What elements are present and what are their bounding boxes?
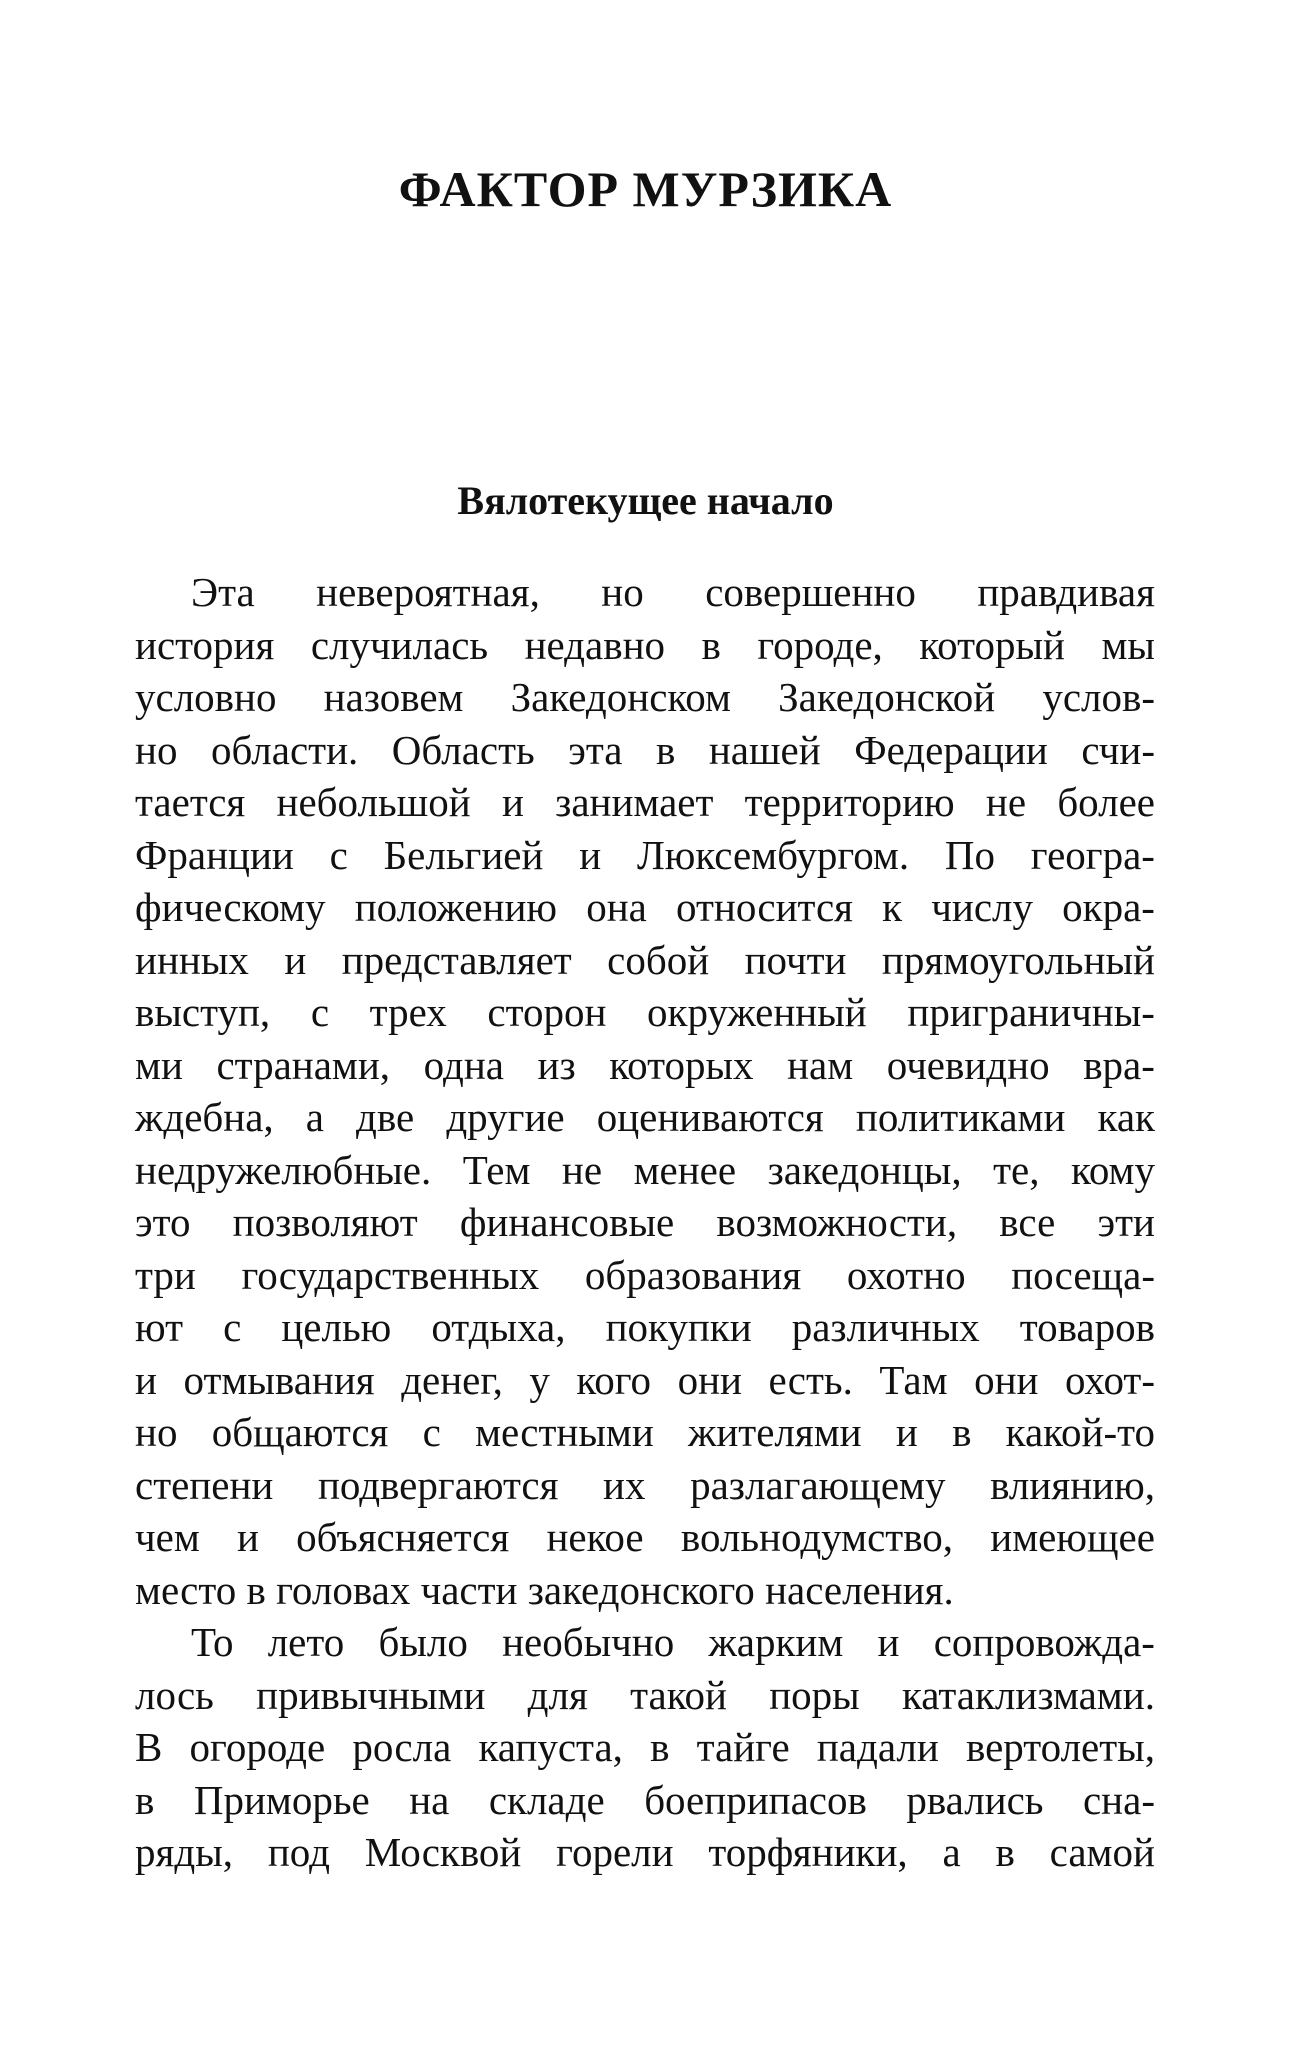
text-line: и отмывания денег, у кого они есть. Там они охот- xyxy=(135,1356,1155,1403)
text-line: тается небольшой и занимает территорию не более xyxy=(135,779,1155,825)
body-text xyxy=(135,566,1155,1879)
text-line: Франции с Бельгией и Люксембургом. По геогра- xyxy=(135,831,1155,878)
chapter-title: Вялотекущее начало xyxy=(457,478,834,523)
text-line: в Приморье на складе боеприпасов рвались сна- xyxy=(135,1776,1155,1823)
text-line: недружелюбные. Тем не менее закедонцы, те, кому xyxy=(135,1146,1155,1193)
text-line: история случилась недавно в городе, который мы xyxy=(135,621,1155,668)
text-line: ют с целью отдыха, покупки различных товаров xyxy=(135,1304,1155,1350)
text-line: ми странами, одна из которых нам очевидно вра- xyxy=(135,1041,1155,1088)
text-line: чем и объясняется некое вольнодумство, имеющее xyxy=(135,1514,1155,1560)
paragraph xyxy=(135,1616,1155,1879)
text-line: фическому положению она относится к числу окра- xyxy=(135,884,1155,930)
book-title: ФАКТОР МУРЗИКА xyxy=(398,161,893,217)
paragraph xyxy=(135,566,1155,1616)
text-line: То лето было необычно жарким и сопровожда- xyxy=(191,1619,1155,1665)
text-line: ждебна, а две другие оцениваются политиками как xyxy=(135,1094,1155,1140)
text-line: лось привычными для такой поры катаклизмами. xyxy=(135,1671,1155,1718)
text-line: но общаются с местными жителями и в какой-то xyxy=(135,1409,1155,1455)
text-line: степени подвергаются их разлагающему влиянию, xyxy=(135,1461,1155,1508)
text-line: это позволяют финансовые возможности, все эти xyxy=(135,1199,1155,1245)
text-line: ряды, под Москвой горели торфяники, а в самой xyxy=(135,1829,1155,1875)
text-line: выступ, с трех сторон окруженный приграничны- xyxy=(135,989,1155,1035)
text-line: место в головах части закедонского населения. xyxy=(135,1566,954,1613)
text-line: Эта невероятная, но совершенно правдивая xyxy=(191,569,1155,615)
text-line: но области. Область эта в нашей Федерации счи- xyxy=(135,726,1155,773)
text-line: три государственных образования охотно посеща- xyxy=(135,1251,1155,1298)
text-line: В огороде росла капуста, в тайге падали вертолеты, xyxy=(135,1724,1155,1770)
text-line: инных и представляет собой почти прямоугольный xyxy=(135,936,1155,983)
text-line: условно назовем Закедонском Закедонской услов- xyxy=(135,674,1155,720)
